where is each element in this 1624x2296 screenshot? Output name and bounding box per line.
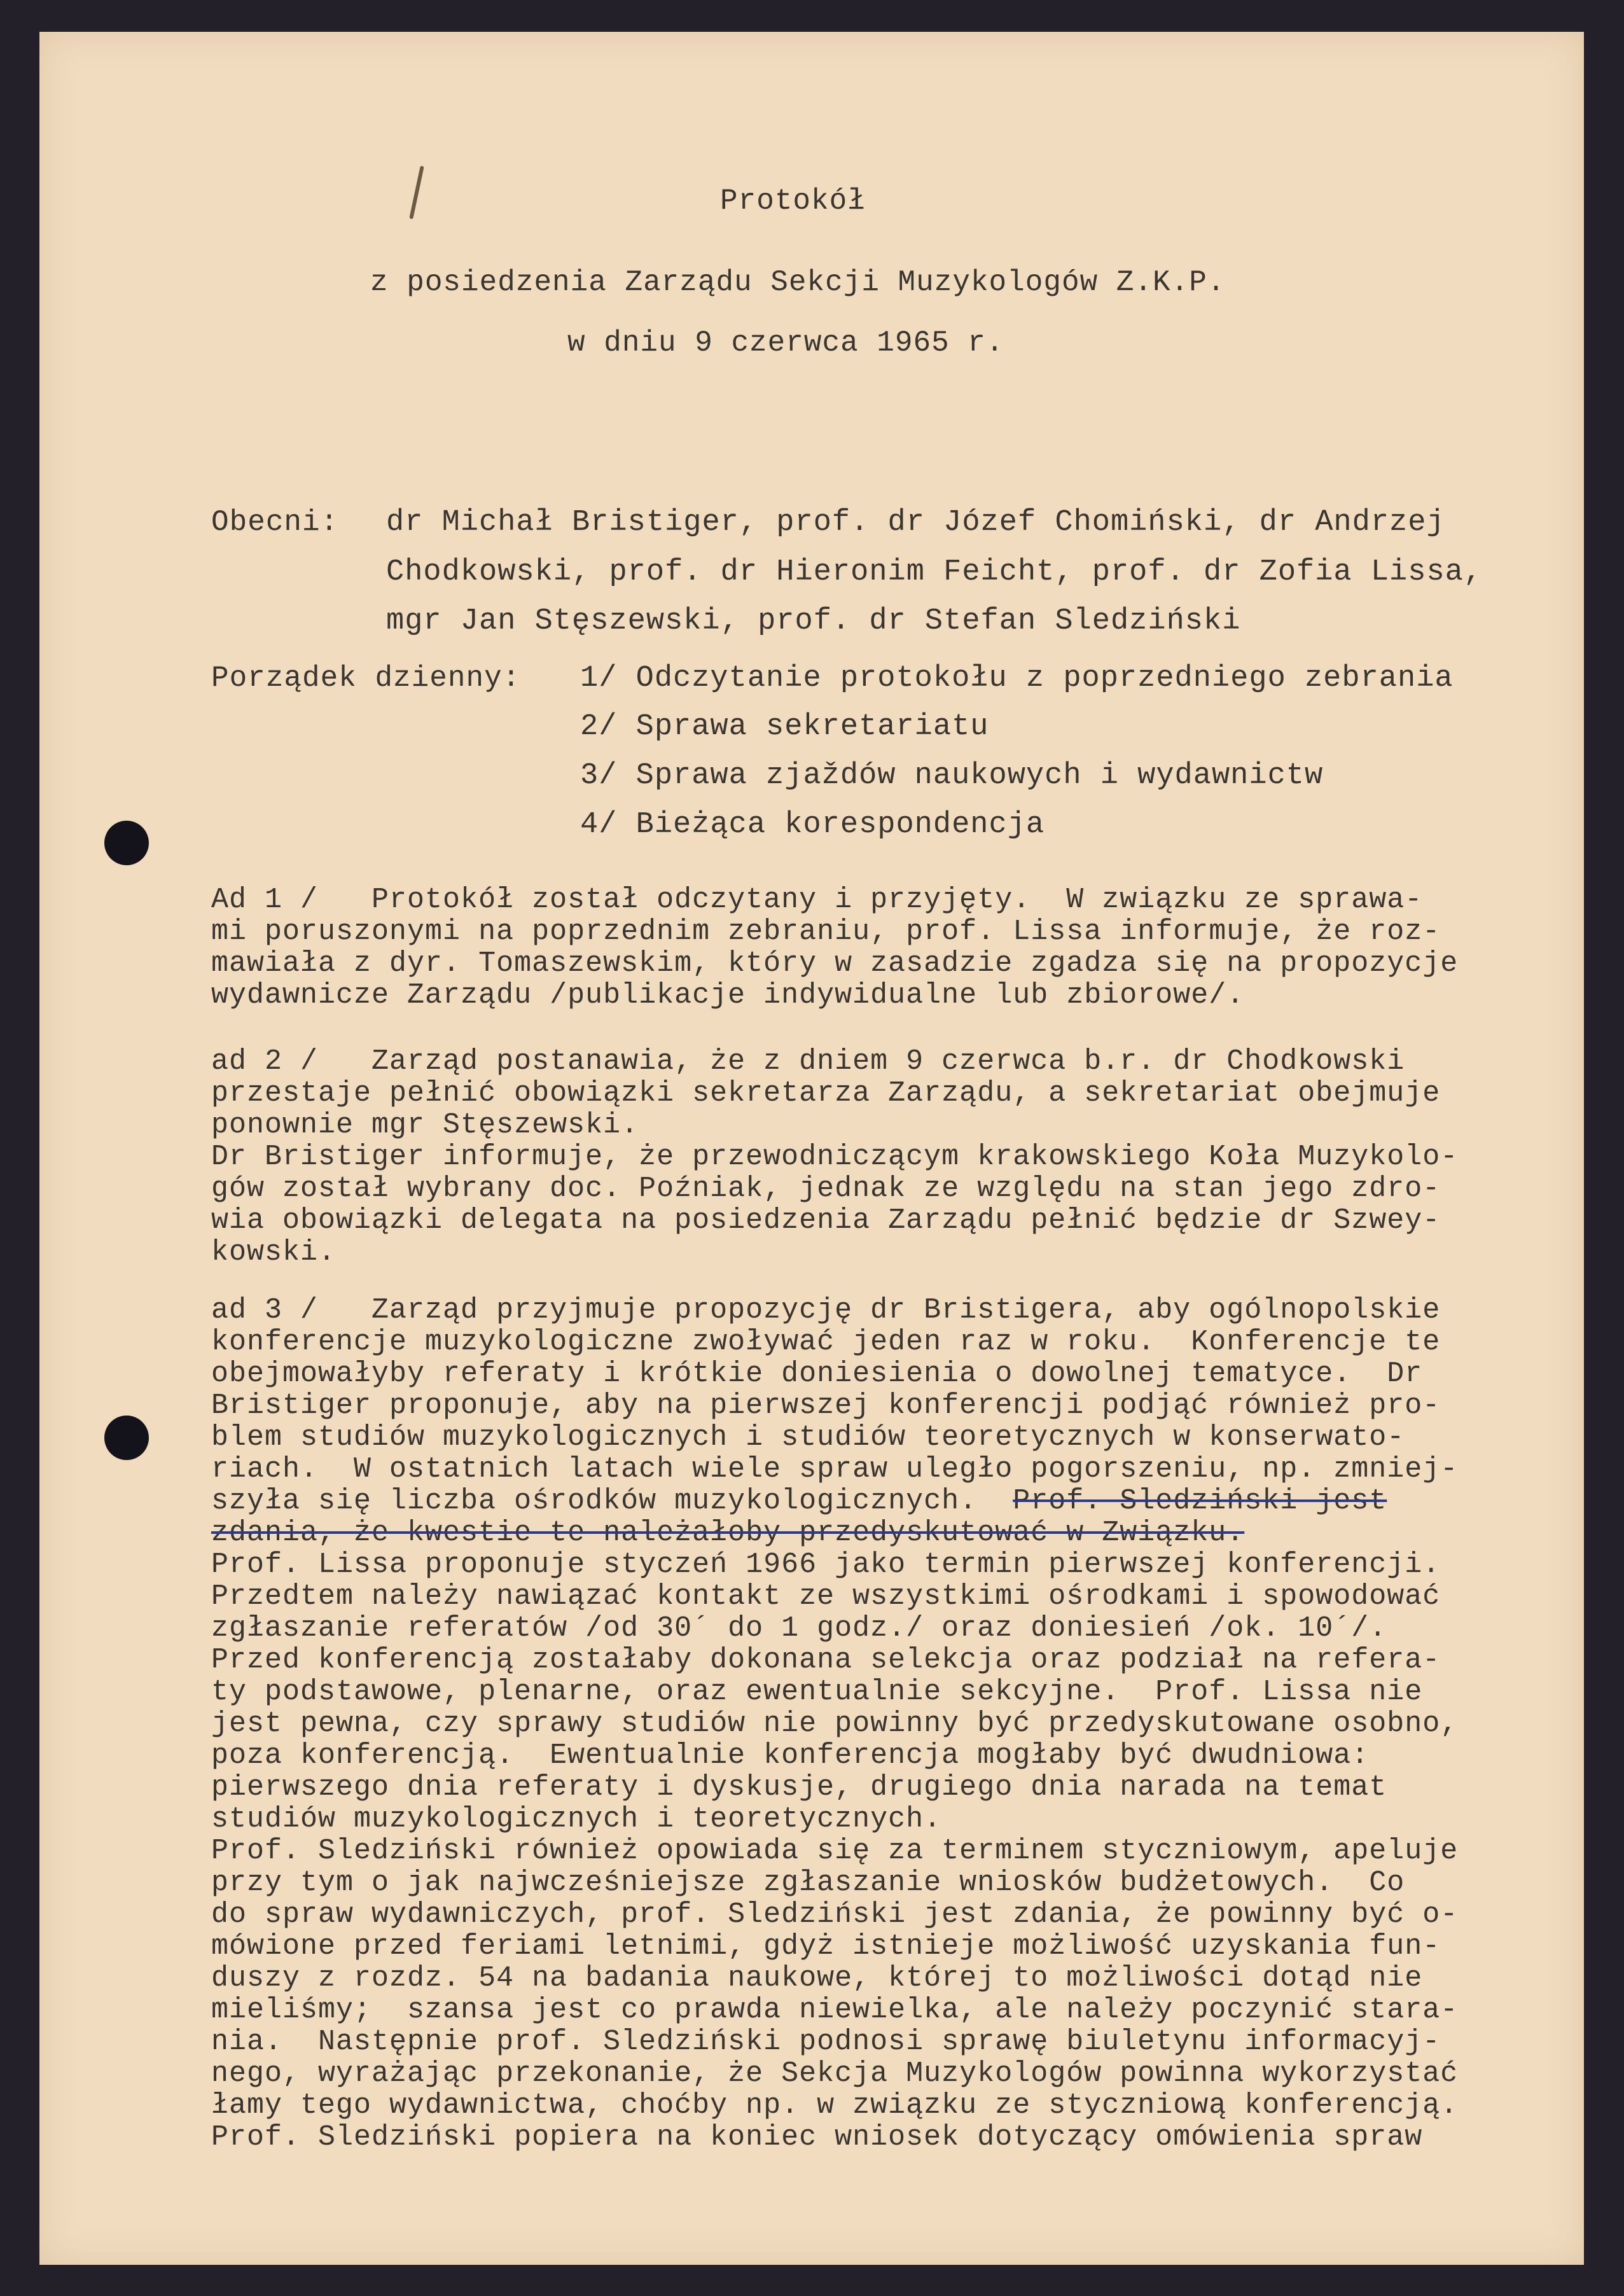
text-line: przy tym o jak najwcześniejsze zgłaszanie wniosków budżetowych. Co bbox=[211, 1867, 1405, 1899]
text-line: studiów muzykologicznych i teoretycznych. bbox=[211, 1803, 942, 1835]
text-line: nego, wyrażając przekonanie, że Sekcja Muzykologów powinna wykorzystać bbox=[211, 2057, 1459, 2090]
text-line: Prof. Sledziński popiera na koniec wniosek dotyczący omówienia spraw bbox=[211, 2121, 1423, 2153]
document-date: w dniu 9 czerwca 1965 r. bbox=[567, 326, 1004, 359]
text-line: kowski. bbox=[211, 1236, 337, 1269]
attendees-line: Chodkowski, prof. dr Hieronim Feicht, prof. dr Zofia Lissa, bbox=[386, 555, 1483, 589]
text-line: pierwszego dnia referaty i dyskusje, drugiego dnia narada na temat bbox=[211, 1771, 1387, 1804]
text-line: łamy tego wydawnictwa, choćby np. w związku ze styczniową konferencją. bbox=[211, 2089, 1459, 2122]
document-page bbox=[39, 32, 1584, 2265]
text-line: jest pewna, czy sprawy studiów nie powinny być przedyskutowane osobno, bbox=[211, 1708, 1459, 1740]
text-line: Dr Bristiger informuje, że przewodniczącym krakowskiego Koła Muzykolo- bbox=[211, 1141, 1459, 1173]
text-line: duszy z rozdz. 54 na badania naukowe, której to możliwości dotąd nie bbox=[211, 1962, 1423, 1994]
text-line: mi poruszonymi na poprzednim zebraniu, prof. Lissa informuje, że roz- bbox=[211, 915, 1441, 948]
text-line: Prof. Sledziński również opowiada się za terminem styczniowym, apeluje bbox=[211, 1835, 1459, 1867]
agenda-item: 3/ Sprawa zjaždów naukowych i wydawnictw bbox=[580, 759, 1324, 793]
text-line: nia. Następnie prof. Sledziński podnosi sprawę biuletynu informacyj- bbox=[211, 2026, 1441, 2058]
agenda-label: Porządek dzienny: bbox=[211, 662, 521, 695]
text-line: ty podstawowe, plenarne, oraz ewentualnie sekcyjne. Prof. Lissa nie bbox=[211, 1676, 1423, 1708]
text-line: mówione przed feriami letnimi, gdyż istnieje możliwość uzyskania fun- bbox=[211, 1930, 1441, 1963]
text-line: gów został wybrany doc. Poźniak, jednak ze względu na stan jego zdro- bbox=[211, 1172, 1441, 1205]
document-subtitle: z posiedzenia Zarządu Sekcji Muzykologów Z.K.P. bbox=[370, 266, 1226, 299]
text-line: ponownie mgr Stęszewski. bbox=[211, 1109, 639, 1141]
text-line: do spraw wydawniczych, prof. Sledziński jest zdania, że powinny być o- bbox=[211, 1898, 1459, 1931]
section-ad3 bbox=[211, 1295, 1598, 2153]
section-ad2 bbox=[211, 1046, 1598, 1269]
attendees-line: mgr Jan Stęszewski, prof. dr Stefan Sledziński bbox=[386, 604, 1241, 638]
attendees-label: Obecni: bbox=[211, 506, 339, 539]
agenda-item: 1/ Odczytanie protokołu z poprzedniego zebrania bbox=[580, 662, 1454, 695]
text-line: Przed konferencją zostałaby dokonana selekcja oraz podział na refera- bbox=[211, 1644, 1441, 1676]
struck-text-line: zdania, że kwestie te należałoby przedyskutować w Związku. bbox=[211, 1517, 1245, 1549]
text-line: obejmowałyby referaty i krótkie doniesienia o dowolnej tematyce. Dr bbox=[211, 1358, 1423, 1390]
text-line: ad 3 / Zarząd przyjmuje propozycję dr Bristigera, aby ogólnopolskie bbox=[211, 1294, 1441, 1326]
text-segment: szyła się liczba ośrodków muzykologicznych. bbox=[211, 1485, 1013, 1517]
text-line: wia obowiązki delegata na posiedzenia Zarządu pełnić będzie dr Szwey- bbox=[211, 1204, 1441, 1237]
attendees-line: dr Michał Bristiger, prof. dr Józef Chomiński, dr Andrzej bbox=[386, 506, 1445, 539]
text-line: mieliśmy; szansa jest co prawda niewielka, ale należy poczynić stara- bbox=[211, 1994, 1459, 2026]
pencil-mark bbox=[409, 165, 424, 219]
text-line: Bristiger proponuje, aby na pierwszej konferencji podjąć również pro- bbox=[211, 1389, 1441, 1422]
text-line: wydawnicze Zarządu /publikacje indywidualne lub zbiorowe/. bbox=[211, 979, 1245, 1012]
text-line: blem studiów muzykologicznych i studiów teoretycznych w konserwato- bbox=[211, 1421, 1405, 1454]
text-line: poza konferencją. Ewentualnie konferencja mogłaby być dwudniowa: bbox=[211, 1739, 1370, 1772]
struck-text: Prof. Sledziński jest bbox=[1013, 1485, 1387, 1517]
text-line: Przedtem należy nawiązać kontakt ze wszystkimi ośrodkami i spowodować bbox=[211, 1580, 1441, 1613]
text-line: zgłaszanie referatów /od 30´ do 1 godz./ oraz doniesień /ok. 10´/. bbox=[211, 1612, 1387, 1645]
agenda-item: 2/ Sprawa sekretariatu bbox=[580, 710, 989, 744]
text-line: Prof. Lissa proponuje styczeń 1966 jako termin pierwszej konferencji. bbox=[211, 1548, 1441, 1581]
document-title: Protokół bbox=[720, 184, 866, 218]
text-line: riach. W ostatnich latach wiele spraw uległo pogorszeniu, np. zmniej- bbox=[211, 1453, 1459, 1485]
text-line: mawiała z dyr. Tomaszewskim, który w zasadzie zgadza się na propozycje bbox=[211, 947, 1459, 980]
text-line-mixed bbox=[211, 1485, 1598, 1517]
punch-hole-icon bbox=[104, 821, 149, 865]
text-line: ad 2 / Zarząd postanawia, że z dniem 9 czerwca b.r. dr Chodkowski bbox=[211, 1045, 1405, 1078]
text-line: konferencje muzykologiczne zwoływać jeden raz w roku. Konferencje te bbox=[211, 1326, 1441, 1358]
text-line: Ad 1 / Protokół został odczytany i przyjęty. W związku ze sprawa- bbox=[211, 884, 1423, 916]
punch-hole-icon bbox=[104, 1416, 149, 1460]
agenda-item: 4/ Bieżąca korespondencja bbox=[580, 808, 1045, 842]
section-ad1 bbox=[211, 884, 1598, 1012]
text-line: przestaje pełnić obowiązki sekretarza Zarządu, a sekretariat obejmuje bbox=[211, 1077, 1441, 1110]
